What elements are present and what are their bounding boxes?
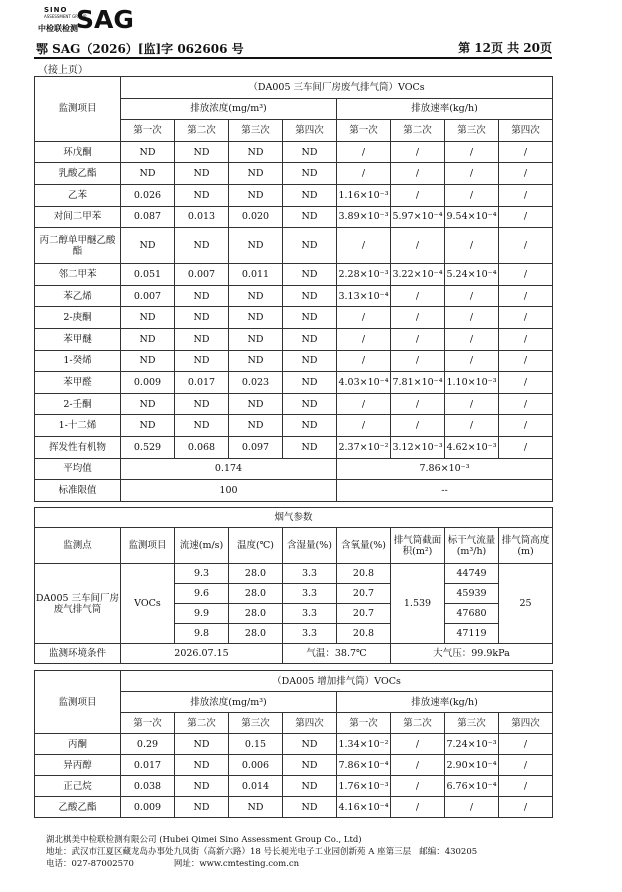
- conc-value: ND: [121, 350, 175, 372]
- pollutant-name: 邻二甲苯: [35, 264, 121, 286]
- conc-value: ND: [283, 372, 337, 394]
- conc-value: ND: [283, 184, 337, 206]
- item-header: 监测项目: [35, 671, 121, 734]
- conc-value: ND: [121, 415, 175, 437]
- env-pressure: 大气压：99.9kPa: [391, 644, 553, 664]
- pollutant-name: 2-庚酮: [35, 307, 121, 329]
- rate-value: 2.37×10⁻²: [337, 436, 391, 458]
- flow: 44749: [445, 564, 499, 584]
- table-row: [35, 372, 553, 394]
- rate-value: 1.16×10⁻³: [337, 184, 391, 206]
- logo-cn: 中检联检测: [38, 24, 78, 33]
- voc-table-added-stack: [34, 670, 553, 818]
- rate-value: /: [391, 163, 445, 185]
- run-header: 第二次: [175, 120, 229, 142]
- conc-value: ND: [283, 734, 337, 755]
- area-header: 排气筒截面积(m²): [391, 528, 445, 564]
- env-label: 监测环境条件: [35, 644, 121, 664]
- conc-value: 0.529: [121, 436, 175, 458]
- table-row: [35, 350, 553, 372]
- flow: 47119: [445, 624, 499, 644]
- conc-value: ND: [121, 393, 175, 415]
- rate-value: /: [337, 393, 391, 415]
- temperature: 28.0: [229, 624, 283, 644]
- conc-value: ND: [175, 797, 229, 818]
- temperature: 28.0: [229, 604, 283, 624]
- conc-value: ND: [175, 755, 229, 776]
- continued-label: （接上页）: [38, 65, 88, 76]
- table1-title: （DA005 三车间厂房废气排气筒）VOCs: [121, 77, 553, 99]
- rate-value: /: [499, 206, 553, 228]
- velocity: 9.3: [175, 564, 229, 584]
- flow: 47680: [445, 604, 499, 624]
- run-header: 第三次: [229, 713, 283, 734]
- logo-subtitle: ASSESSMENT GROUP: [44, 14, 87, 19]
- rate-value: /: [391, 393, 445, 415]
- table-row: [35, 163, 553, 185]
- point-header: 监测点: [35, 528, 121, 564]
- rate-value: 4.62×10⁻³: [445, 436, 499, 458]
- footer-company: 湖北棋美中检联检测有限公司 (Hubei Qimei Sino Assessment Group Co., Ltd): [46, 835, 362, 845]
- rate-value: /: [499, 307, 553, 329]
- conc-value: ND: [283, 285, 337, 307]
- run-header: 第三次: [229, 120, 283, 142]
- oxygen: 20.7: [337, 604, 391, 624]
- table-row: [35, 184, 553, 206]
- logo-sag: SAG: [76, 5, 134, 34]
- conc-value: 0.29: [121, 734, 175, 755]
- rate-value: 3.22×10⁻⁴: [391, 264, 445, 286]
- env-temp: 气温：38.7℃: [283, 644, 391, 664]
- table-row: [35, 285, 553, 307]
- rate-value: /: [445, 285, 499, 307]
- conc-value: ND: [175, 415, 229, 437]
- rate-value: /: [337, 228, 391, 264]
- run-header: 第四次: [499, 713, 553, 734]
- table-row: [35, 436, 553, 458]
- rate-value: /: [499, 141, 553, 163]
- conc-value: ND: [121, 228, 175, 264]
- run-header: 第一次: [121, 120, 175, 142]
- humidity: 3.3: [283, 584, 337, 604]
- conc-value: ND: [121, 141, 175, 163]
- rate-value: /: [499, 184, 553, 206]
- rate-value: /: [337, 328, 391, 350]
- conc-value: ND: [229, 163, 283, 185]
- velocity: 9.8: [175, 624, 229, 644]
- rate-value: /: [391, 328, 445, 350]
- conc-value: ND: [175, 184, 229, 206]
- pollutant-name: 1-癸烯: [35, 350, 121, 372]
- conc-value: ND: [229, 307, 283, 329]
- conc-value: ND: [283, 415, 337, 437]
- rate-value: /: [337, 415, 391, 437]
- oxygen: 20.8: [337, 564, 391, 584]
- pollutant-name: 丙酮: [35, 734, 121, 755]
- conc-value: ND: [283, 307, 337, 329]
- run-header: 第二次: [391, 713, 445, 734]
- run-header: 第四次: [283, 713, 337, 734]
- rate-value: /: [499, 755, 553, 776]
- conc-value: ND: [283, 163, 337, 185]
- conc-value: 0.009: [121, 372, 175, 394]
- conc-value: ND: [229, 415, 283, 437]
- conc-value: 0.15: [229, 734, 283, 755]
- conc-value: ND: [229, 350, 283, 372]
- rate-value: /: [391, 797, 445, 818]
- conc-value: ND: [283, 264, 337, 286]
- conc-value: ND: [283, 206, 337, 228]
- company-logo: [36, 6, 136, 40]
- pollutant-name: 异丙醇: [35, 755, 121, 776]
- table2-title: 烟气参数: [35, 508, 553, 528]
- pollutant-name: 正己烷: [35, 776, 121, 797]
- pollutant-name: 对间二甲苯: [35, 206, 121, 228]
- rate-value: /: [391, 734, 445, 755]
- conc-value: ND: [283, 436, 337, 458]
- conc-value: 0.017: [175, 372, 229, 394]
- humidity: 3.3: [283, 604, 337, 624]
- rate-value: 2.28×10⁻³: [337, 264, 391, 286]
- avg-rate: 7.86×10⁻³: [337, 458, 553, 480]
- flue-gas-table: [34, 507, 553, 664]
- conc-header: 排放浓度(mg/m³): [121, 692, 337, 713]
- conc-value: ND: [121, 307, 175, 329]
- rate-value: /: [445, 350, 499, 372]
- conc-value: 0.097: [229, 436, 283, 458]
- rate-value: /: [337, 163, 391, 185]
- table3-title: （DA005 增加排气筒）VOCs: [121, 671, 553, 692]
- run-header: 第三次: [445, 120, 499, 142]
- rate-value: /: [337, 350, 391, 372]
- rate-value: /: [337, 307, 391, 329]
- rate-value: 4.03×10⁻⁴: [337, 372, 391, 394]
- pollutant-name: 苯甲醛: [35, 372, 121, 394]
- conc-value: ND: [229, 328, 283, 350]
- avg-label: 平均值: [35, 458, 121, 480]
- conc-value: ND: [283, 797, 337, 818]
- humidity: 3.3: [283, 624, 337, 644]
- conc-value: 0.051: [121, 264, 175, 286]
- run-header: 第四次: [283, 120, 337, 142]
- velocity: 9.9: [175, 604, 229, 624]
- avg-conc: 0.174: [121, 458, 337, 480]
- conc-value: ND: [229, 228, 283, 264]
- rate-value: /: [445, 184, 499, 206]
- conc-value: 0.017: [121, 755, 175, 776]
- oxygen: 20.7: [337, 584, 391, 604]
- humidity-header: 含湿量(%): [283, 528, 337, 564]
- rate-value: /: [499, 228, 553, 264]
- table-row: [35, 415, 553, 437]
- footer-website: 网址：www.cmtesting.com.cn: [173, 859, 300, 869]
- table1-body: [35, 141, 553, 458]
- conc-value: 0.014: [229, 776, 283, 797]
- velocity: 9.6: [175, 584, 229, 604]
- run-header: 第一次: [337, 120, 391, 142]
- conc-value: ND: [229, 285, 283, 307]
- conc-value: ND: [229, 393, 283, 415]
- conc-value: ND: [229, 141, 283, 163]
- pollutant-name: 1-十二烯: [35, 415, 121, 437]
- page-info: 第 12页 共 20页: [458, 41, 552, 55]
- item-header: 监测项目: [35, 77, 121, 142]
- temp-header: 温度(℃): [229, 528, 283, 564]
- table-row: [35, 328, 553, 350]
- logo-sino: SINO: [44, 6, 68, 14]
- rate-value: 7.86×10⁻⁴: [337, 755, 391, 776]
- stack-area: 1.539: [391, 564, 445, 644]
- temperature: 28.0: [229, 564, 283, 584]
- run-header: 第三次: [445, 713, 499, 734]
- monitor-point: DA005 三车间厂房废气排气筒: [35, 564, 121, 644]
- conc-value: ND: [283, 328, 337, 350]
- conc-value: ND: [175, 328, 229, 350]
- rate-value: 4.16×10⁻⁴: [337, 797, 391, 818]
- conc-value: 0.007: [175, 264, 229, 286]
- conc-value: ND: [175, 228, 229, 264]
- rate-value: 6.76×10⁻⁴: [445, 776, 499, 797]
- conc-value: ND: [121, 163, 175, 185]
- conc-value: ND: [229, 797, 283, 818]
- conc-value: ND: [175, 163, 229, 185]
- limit-rate: --: [337, 480, 553, 502]
- pollutant-name: 挥发性有机物: [35, 436, 121, 458]
- pollutant-name: 2-壬酮: [35, 393, 121, 415]
- header-rule: [34, 57, 552, 59]
- conc-value: 0.023: [229, 372, 283, 394]
- conc-value: ND: [175, 285, 229, 307]
- conc-value: ND: [175, 393, 229, 415]
- conc-value: ND: [283, 393, 337, 415]
- rate-value: 1.10×10⁻³: [445, 372, 499, 394]
- conc-value: 0.011: [229, 264, 283, 286]
- height-header: 排气筒高度(m): [499, 528, 553, 564]
- stack-height: 25: [499, 564, 553, 644]
- footer: [46, 834, 606, 870]
- voc-table-workshop: [34, 76, 553, 502]
- rate-value: /: [445, 307, 499, 329]
- rate-value: 5.24×10⁻⁴: [445, 264, 499, 286]
- run-header: 第一次: [337, 713, 391, 734]
- pollutant-name: 乳酸乙酯: [35, 163, 121, 185]
- rate-value: /: [445, 163, 499, 185]
- rate-value: 3.89×10⁻³: [337, 206, 391, 228]
- rate-value: /: [499, 776, 553, 797]
- rate-value: /: [391, 184, 445, 206]
- table-row: [35, 755, 553, 776]
- rate-header: 排放速率(kg/h): [337, 692, 553, 713]
- conc-value: ND: [283, 755, 337, 776]
- conc-value: 0.068: [175, 436, 229, 458]
- conc-header: 排放浓度(mg/m³): [121, 98, 337, 120]
- footer-phone: 电话：027-87002570: [46, 859, 134, 869]
- temperature: 28.0: [229, 584, 283, 604]
- conc-value: 0.038: [121, 776, 175, 797]
- rate-value: /: [391, 755, 445, 776]
- rate-value: /: [499, 436, 553, 458]
- rate-value: /: [391, 776, 445, 797]
- run-header: 第四次: [499, 120, 553, 142]
- rate-value: /: [499, 734, 553, 755]
- conc-value: ND: [175, 350, 229, 372]
- rate-value: 7.81×10⁻⁴: [391, 372, 445, 394]
- conc-value: ND: [175, 307, 229, 329]
- conc-value: 0.026: [121, 184, 175, 206]
- table-row: [35, 228, 553, 264]
- rate-value: /: [499, 372, 553, 394]
- rate-value: 1.34×10⁻²: [337, 734, 391, 755]
- document-number: 鄂 SAG（2026）[监]字 062606 号: [36, 42, 244, 56]
- table-row: [35, 307, 553, 329]
- pollutant-name: 苯甲醚: [35, 328, 121, 350]
- rate-value: /: [445, 797, 499, 818]
- rate-value: 1.76×10⁻³: [337, 776, 391, 797]
- table-row: [35, 264, 553, 286]
- rate-value: 5.97×10⁻⁴: [391, 206, 445, 228]
- table-row: [35, 797, 553, 818]
- limit-conc: 100: [121, 480, 337, 502]
- rate-value: 9.54×10⁻⁴: [445, 206, 499, 228]
- conc-value: 0.020: [229, 206, 283, 228]
- table-row: [35, 393, 553, 415]
- rate-value: /: [391, 350, 445, 372]
- rate-value: /: [445, 393, 499, 415]
- rate-value: /: [445, 228, 499, 264]
- table-row: [35, 734, 553, 755]
- rate-header: 排放速率(kg/h): [337, 98, 553, 120]
- rate-value: 2.90×10⁻⁴: [445, 755, 499, 776]
- limit-label: 标准限值: [35, 480, 121, 502]
- pollutant-name: 丙二醇单甲醚乙酸酯: [35, 228, 121, 264]
- run-header: 第二次: [175, 713, 229, 734]
- conc-value: 0.006: [229, 755, 283, 776]
- conc-value: 0.087: [121, 206, 175, 228]
- footer-postcode: 邮编：430205: [419, 847, 478, 857]
- rate-value: /: [445, 141, 499, 163]
- rate-value: /: [391, 307, 445, 329]
- run-header: 第二次: [391, 120, 445, 142]
- rate-value: 3.13×10⁻⁴: [337, 285, 391, 307]
- rate-value: /: [445, 328, 499, 350]
- velocity-header: 流速(m/s): [175, 528, 229, 564]
- run-header: 第一次: [121, 713, 175, 734]
- rate-value: /: [499, 415, 553, 437]
- rate-value: /: [391, 285, 445, 307]
- conc-value: ND: [121, 328, 175, 350]
- conc-value: ND: [283, 776, 337, 797]
- conc-value: ND: [175, 141, 229, 163]
- rate-value: /: [499, 393, 553, 415]
- flow-header: 标干气流量(m³/h): [445, 528, 499, 564]
- conc-value: 0.009: [121, 797, 175, 818]
- conc-value: 0.007: [121, 285, 175, 307]
- conc-value: ND: [283, 141, 337, 163]
- conc-value: ND: [175, 734, 229, 755]
- pollutant-name: 环戊酮: [35, 141, 121, 163]
- table-row: [35, 206, 553, 228]
- table-row: [35, 141, 553, 163]
- rate-value: /: [499, 350, 553, 372]
- oxygen: 20.8: [337, 624, 391, 644]
- table3-body: [35, 734, 553, 818]
- rate-value: /: [499, 328, 553, 350]
- rate-value: /: [445, 415, 499, 437]
- conc-value: ND: [283, 350, 337, 372]
- rate-value: /: [499, 285, 553, 307]
- conc-value: ND: [229, 184, 283, 206]
- conc-value: 0.013: [175, 206, 229, 228]
- rate-value: /: [391, 141, 445, 163]
- rate-value: /: [499, 163, 553, 185]
- rate-value: /: [391, 415, 445, 437]
- footer-address: 地址：武汉市江夏区藏龙岛办事处九凤街（高新六路）18 号长昶光电子工业园创新苑 A 座第三层: [46, 847, 412, 857]
- pollutant-name: 苯乙烯: [35, 285, 121, 307]
- conc-value: ND: [175, 776, 229, 797]
- env-date: 2026.07.15: [121, 644, 283, 664]
- humidity: 3.3: [283, 564, 337, 584]
- rate-value: /: [337, 141, 391, 163]
- rate-value: /: [499, 264, 553, 286]
- item-header: 监测项目: [121, 528, 175, 564]
- monitor-item: VOCs: [121, 564, 175, 644]
- oxygen-header: 含氧量(%): [337, 528, 391, 564]
- conc-value: ND: [283, 228, 337, 264]
- rate-value: /: [391, 228, 445, 264]
- rate-value: 3.12×10⁻³: [391, 436, 445, 458]
- table-row: [35, 776, 553, 797]
- pollutant-name: 乙苯: [35, 184, 121, 206]
- pollutant-name: 乙酸乙酯: [35, 797, 121, 818]
- flow: 45939: [445, 584, 499, 604]
- rate-value: /: [499, 797, 553, 818]
- rate-value: 7.24×10⁻³: [445, 734, 499, 755]
